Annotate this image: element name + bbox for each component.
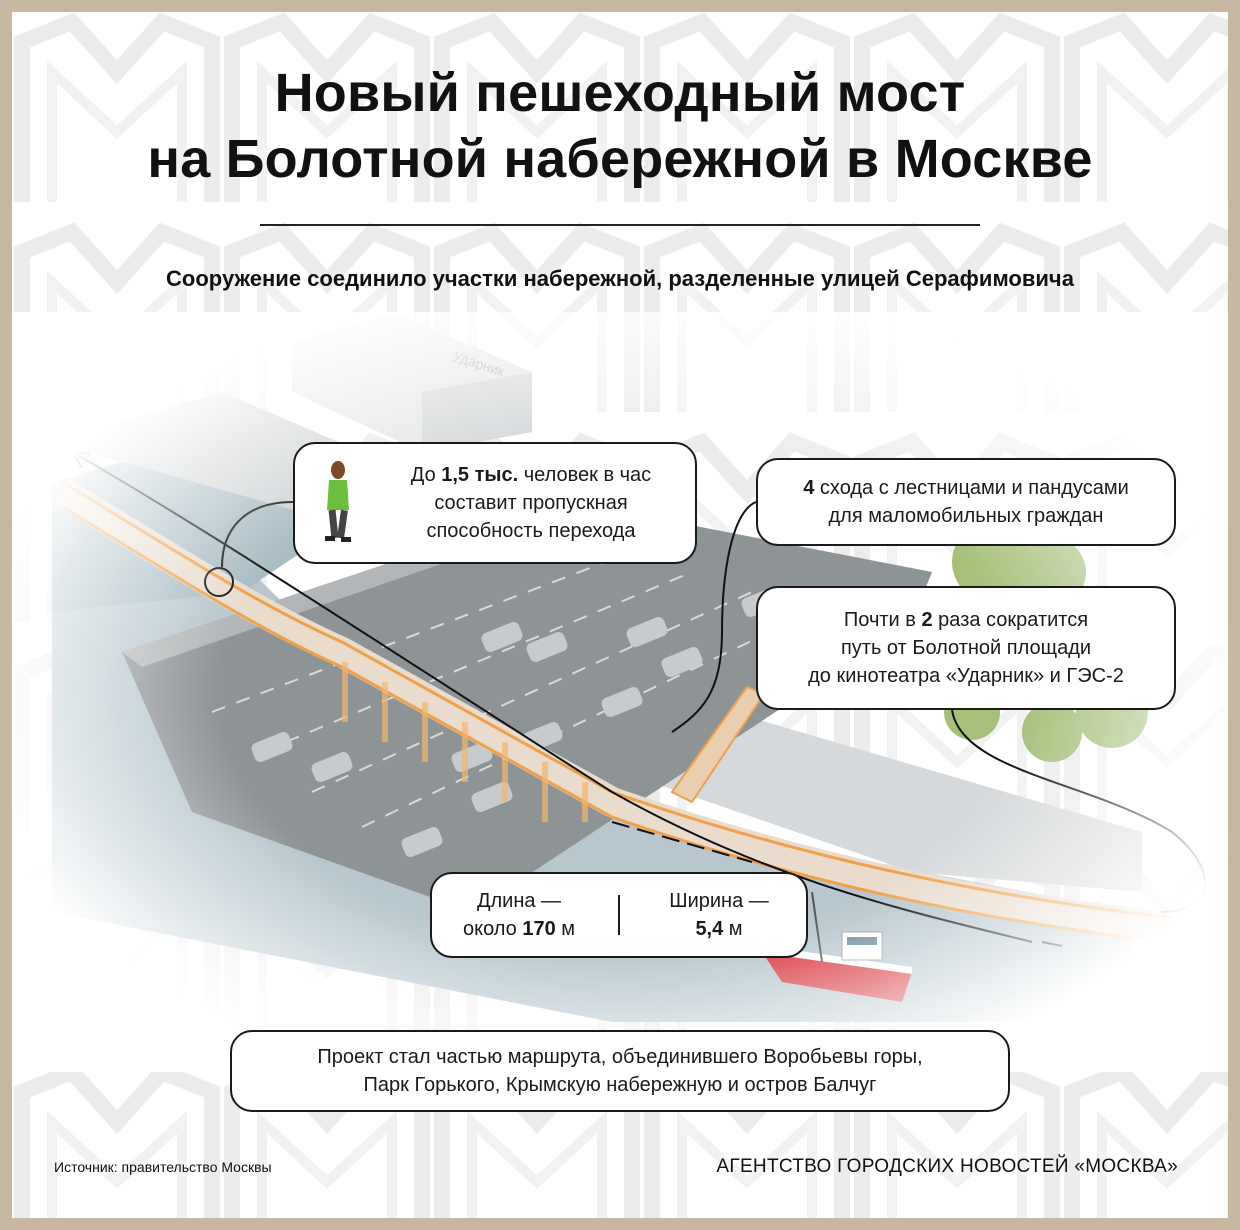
route-line3: до кинотеатра «Ударник» и ГЭС-2 <box>808 665 1124 687</box>
capacity-text <box>381 461 681 545</box>
route-callout <box>756 586 1176 710</box>
width-label: Ширина — <box>669 890 769 912</box>
length-label: Длина — <box>476 890 562 912</box>
exits-value: 4 <box>803 477 815 499</box>
route-text <box>808 606 1124 690</box>
title-line-2: на Болотной набережной в Москве <box>147 129 1093 189</box>
project-line1: Проект стал частью маршрута, объединившего Воробьевы горы, <box>317 1046 923 1068</box>
length-unit: м <box>555 918 576 940</box>
title-line-1: Новый пешеходный мост <box>274 63 966 123</box>
exits-callout <box>756 458 1176 546</box>
subtitle: Сооружение соединило участки набережной, разделенные улицей Серафимовича <box>166 266 1074 291</box>
dimensions-separator <box>618 895 620 935</box>
capacity-callout <box>293 442 697 564</box>
exits-line2: для маломобильных граждан <box>828 505 1104 527</box>
exits-text <box>803 474 1129 530</box>
pedestrian-icon <box>315 460 361 546</box>
route-value: 2 <box>921 609 933 631</box>
infographic-frame <box>12 12 1228 1218</box>
dimensions-callout <box>430 872 808 958</box>
width-value: 5,4 <box>695 918 724 940</box>
exits-line1-rest: схода с лестницами и пандусами <box>814 477 1129 499</box>
length-block <box>444 887 594 943</box>
route-line1-rest: раза сократится <box>932 609 1089 631</box>
title-divider <box>260 224 980 226</box>
route-line1-prefix: Почти в <box>843 609 922 631</box>
length-value: 170 <box>522 918 556 940</box>
width-block <box>644 887 794 943</box>
capacity-line1-rest: человек в час <box>518 464 652 486</box>
page-title <box>12 60 1228 192</box>
length-prefix: около <box>462 918 523 940</box>
project-text <box>317 1043 922 1099</box>
width-unit: м <box>723 918 743 940</box>
capacity-line2: составит пропускная <box>434 492 628 514</box>
project-callout <box>230 1030 1010 1112</box>
capacity-prefix: До <box>410 464 442 486</box>
project-line2: Парк Горького, Крымскую набережную и остров Балчуг <box>363 1074 877 1096</box>
source-note: Источник: правительство Москвы <box>54 1159 272 1175</box>
capacity-value: 1,5 тыс. <box>441 464 519 486</box>
capacity-line3: способность перехода <box>426 520 636 542</box>
agency-credit: АГЕНТСТВО ГОРОДСКИХ НОВОСТЕЙ «МОСКВА» <box>716 1156 1178 1177</box>
route-line2: путь от Болотной площади <box>840 637 1092 659</box>
